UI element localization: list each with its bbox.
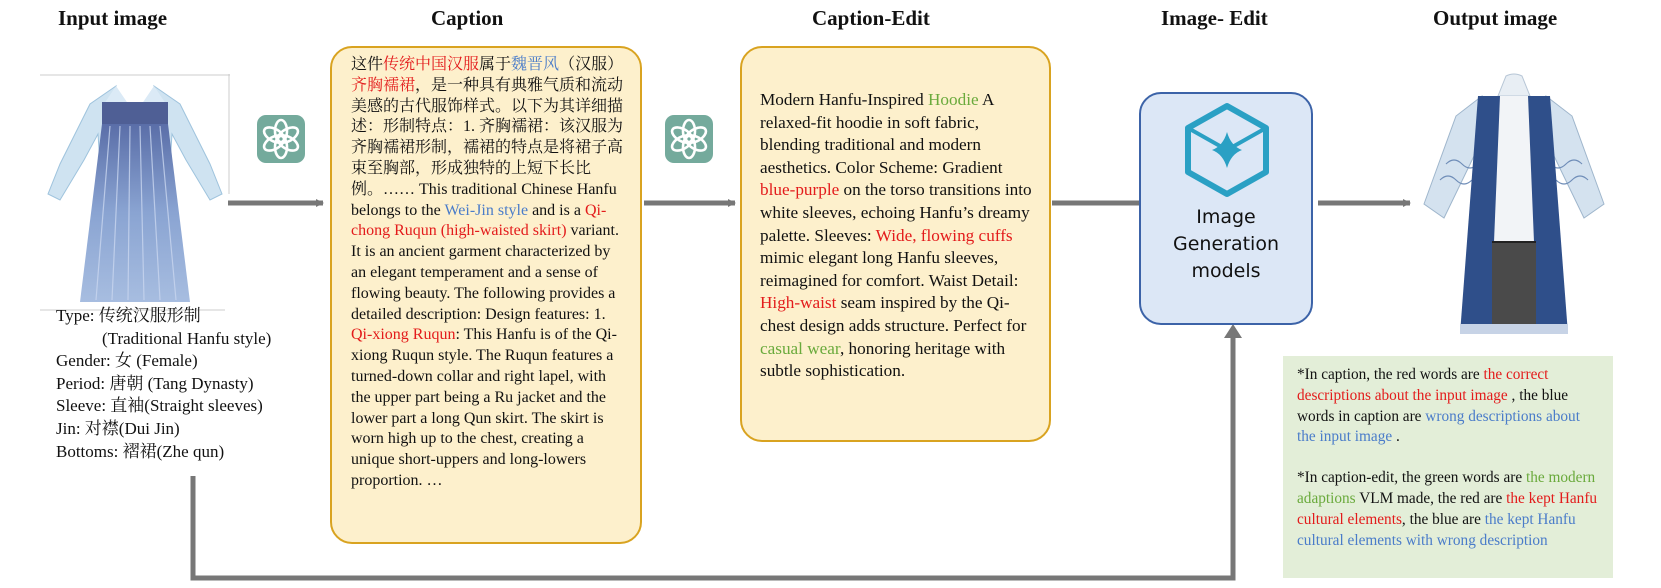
caption-segments-segment: This traditional Chinese Hanfu belongs to the [351,180,617,219]
note2-segments-segment: the modern adaptions [1297,469,1596,507]
caption-edit-segments-segment: blue-purple [760,180,840,200]
caption-edit-segments-segment: A relaxed-fit hoodie in soft fabric, blending traditional and modern aesthetics. Color Scheme: Gradient [760,90,1003,177]
attr-type: Type: 传统汉服形制 [56,306,201,325]
header-output-image: Output image [1433,6,1558,30]
caption-segments-segment: Qi-xiong Ruqun [351,326,456,344]
caption-text [351,55,629,492]
cube-sparkle-icon [1182,102,1272,198]
note1-segments-segment: wrong descriptions about the input image [1297,407,1580,446]
caption-segments-segment: and is a [528,201,585,219]
caption-edit-segments-segment: casual wear [760,338,840,358]
note1-segments-segment: . [1392,428,1400,446]
attr-bottoms: Bottoms: 褶裙(Zhe qun) [56,441,225,461]
attr-jin: Jin: 对襟(Dui Jin) [56,418,180,438]
caption-segments-segment: 属于 [479,56,512,73]
note2-segments-segment: *In caption-edit, the green words are [1297,469,1526,487]
caption-segments-segment: variant. It is an ancient garment characterized by an elegant temperament and a sense of flowing beauty. The following provides a detailed description: Design features: 1. [351,222,619,323]
openai-logo-icon [257,115,305,163]
caption-edit-segments-segment: Hoodie [928,90,979,109]
note-caption-legend [1297,365,1599,448]
caption-segments-segment: 传统中国汉服 [383,56,480,73]
attr-gender: Gender: 女 (Female) [56,351,198,371]
caption-segments-segment: 这件 [351,56,384,73]
attr-period: Period: 唐朝 (Tang Dynasty) [56,373,254,393]
header-input-image: Input image [58,6,168,30]
input-hanfu-image [40,74,230,319]
note2-segments-segment: the kept Hanfu cultural elements [1297,489,1598,528]
output-hoodie-image [1418,72,1608,342]
legend-note [1283,356,1613,578]
generator-label: Image Generation models [1173,206,1279,282]
caption-edit-segments-segment: , honoring heritage with subtle sophistication. [760,338,1006,381]
header-caption-edit: Caption-Edit [812,6,930,30]
note1-segments-segment: , the blue words in caption are [1297,386,1569,425]
header-image-edit: Image- Edit [1161,6,1268,30]
caption-edit-segments-segment: on the torso transitions into white sleeves, echoing Hanfu’s dreamy palette. Sleeves: [760,180,1032,245]
attr-sleeve: Sleeve: 直袖(Straight sleeves) [56,396,263,416]
caption-segments-segment: 齐胸襦裙 [351,76,416,94]
caption-segments-segment: : This Hanfu is of the Qi-xiong Ruqun style. The Ruqun features a turned-down collar and right lapel, with the upper part being a Ru jacket and the lower part a long Qun skirt. The skirt is worn high up to the chest, creating a unique short-uppers and long-lowers proportion. … [351,326,617,489]
note1-segments-segment: *In caption, the red words are [1297,366,1484,383]
attr-type-english: (Traditional Hanfu style) [102,328,272,348]
note2-segments-segment: the kept Hanfu cultural elements with wrong description [1297,510,1576,549]
note2-segments-segment: VLM made, the red are [1355,489,1507,507]
caption-segments-segment: 魏晋风 [511,56,560,73]
caption-edit-text [760,89,1038,383]
caption-edit-segments-segment: High-waist [760,293,837,313]
openai-logo-icon [665,115,713,163]
note-caption-edit-legend [1297,468,1599,551]
caption-edit-segments-segment: mimic elegant long Hanfu sleeves, reimagined for comfort. Waist Detail: [760,248,1019,290]
caption-segments-segment: ，是一种具有典雅气质和流动美感的古代服饰样式。以下为其详细描述：形制特点：1. 齐胸襦裙：该汉服为齐胸襦裙形制，襦裙的特点是将裙子高束至胸部，形成独特的上短下长比例。…… [351,76,624,198]
header-caption: Caption [431,6,504,30]
input-attributes [56,305,271,463]
note2-segments-segment: , the blue are [1401,510,1485,528]
caption-edit-segments-segment: Wide, flowing cuffs [875,225,1013,245]
caption-edit-segments-segment: seam inspired by the Qi-chest design adds structure. Perfect for [760,293,1027,335]
caption-segments-segment: （汉服） [559,56,624,73]
note1-segments-segment: the correct descriptions about the input image [1297,366,1549,404]
caption-segments-segment: Qi-chong Ruqun (high-waisted skirt) [351,201,607,240]
caption-segments-segment: Wei-Jin style [444,201,529,219]
caption-edit-segments-segment: Modern Hanfu-Inspired [760,90,929,109]
image-generation-models-box [1139,92,1313,325]
